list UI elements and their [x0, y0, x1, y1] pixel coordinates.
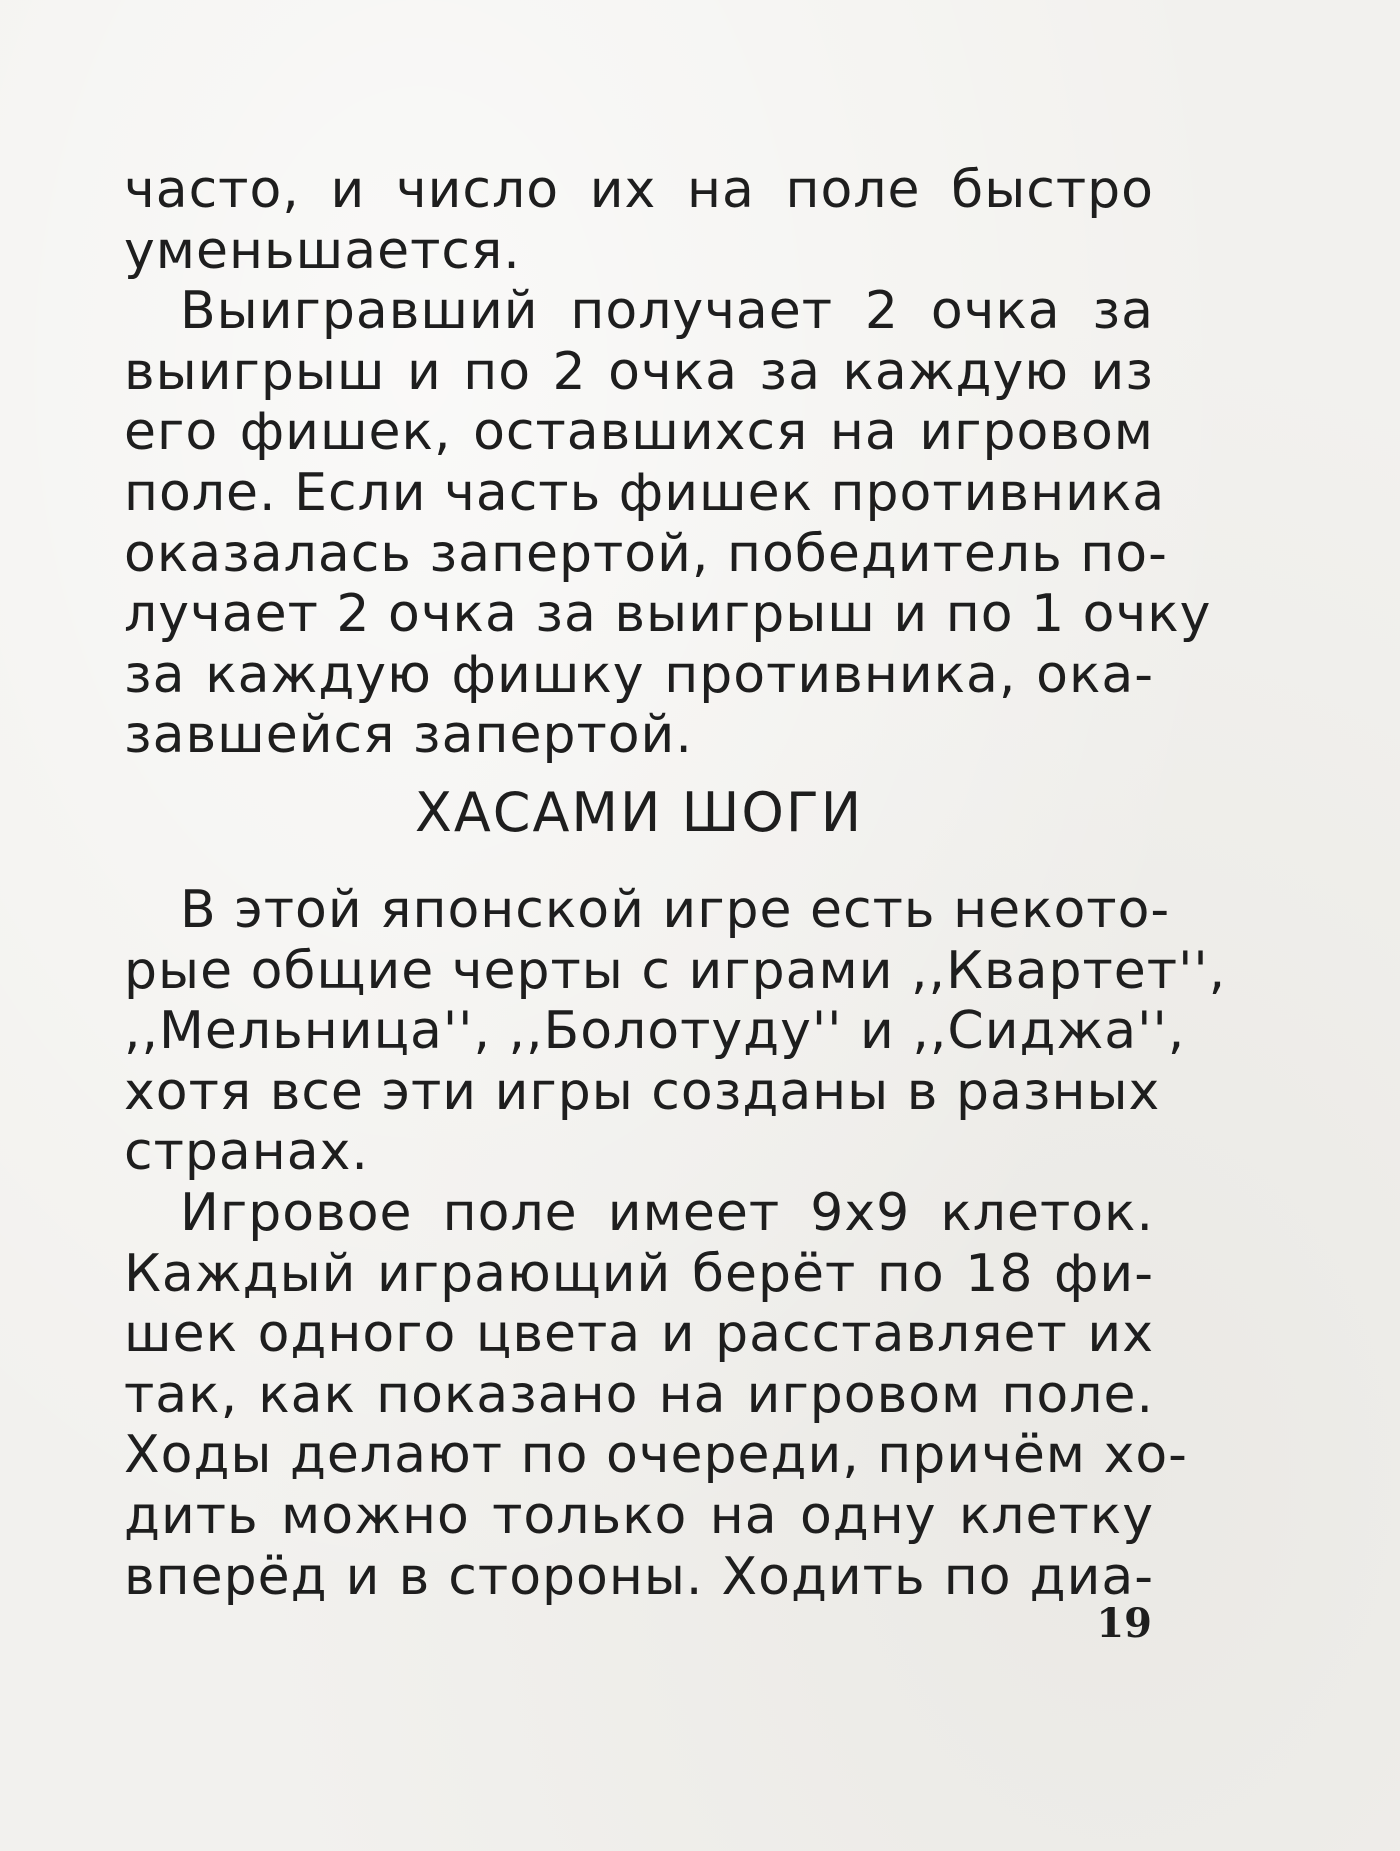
text-line: Выигравший получает 2 очка за	[180, 281, 1154, 342]
text-line: странах.	[124, 1122, 369, 1183]
text-line: поле. Если часть фишек противника	[124, 462, 1166, 523]
text-line: часто, и число их на поле быстро	[124, 160, 1154, 220]
paragraph-block-2	[124, 880, 1227, 1607]
text-line: Игровое поле имеет 9х9 клеток.	[180, 1182, 1154, 1243]
text-line: уменьшается.	[124, 220, 521, 281]
text-line: Ходы делают по очереди, причём хо-	[124, 1425, 1188, 1486]
text-line: ,,Мельница'', ,,Болотуду'' и ,,Сиджа'',	[124, 1001, 1186, 1062]
paragraph-block-1	[124, 160, 1212, 766]
text-line: лучает 2 очка за выигрыш и по 1 очку	[124, 584, 1212, 645]
text-line: дить можно только на одну клетку	[124, 1485, 1154, 1546]
section-heading: ХАСАМИ ШОГИ	[414, 781, 864, 844]
text-line: выигрыш и по 2 очка за каждую из	[124, 341, 1154, 402]
text-line: рые общие черты с играми ,,Квартет'',	[124, 940, 1227, 1001]
text-line: вперёд и в стороны. Ходить по диа-	[124, 1546, 1154, 1607]
text-line: В этой японской игре есть некото-	[180, 880, 1171, 940]
text-line: шек одного цвета и расставляет их	[124, 1304, 1154, 1365]
text-line: Каждый играющий берёт по 18 фи-	[124, 1243, 1154, 1304]
text-line: оказалась запертой, победитель по-	[124, 523, 1168, 584]
text-line: так, как показано на игровом поле.	[124, 1364, 1154, 1425]
page-number: 19	[1096, 1600, 1152, 1647]
text-line: завшейся запертой.	[124, 705, 693, 766]
text-line: хотя все эти игры созданы в разных	[124, 1061, 1161, 1122]
text-line: за каждую фишку противника, ока-	[124, 644, 1154, 705]
text-line: его фишек, оставшихся на игровом	[124, 402, 1154, 463]
